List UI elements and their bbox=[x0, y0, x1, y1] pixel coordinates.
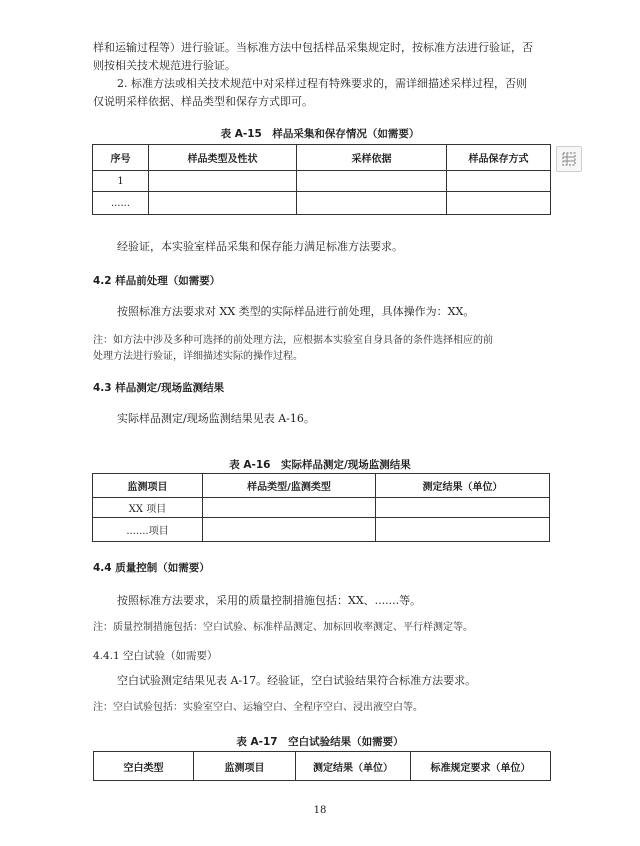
table-select-icon[interactable] bbox=[556, 146, 582, 172]
table-header-cell: 测定结果（单位） bbox=[376, 474, 550, 498]
note-line: 注：空白试验包括：实验室空白、运输空白、全程序空白、浸出液空白等。 bbox=[93, 702, 423, 713]
section-heading-4-4: 4.4 质量控制（如需要） bbox=[93, 562, 210, 574]
table-row bbox=[93, 192, 551, 215]
table-cell bbox=[203, 498, 376, 518]
table-header-cell: 采样依据 bbox=[297, 145, 447, 171]
paragraph-line: 实际样品测定/现场监测结果见表 A-16。 bbox=[117, 412, 315, 425]
note-line: 处理方法进行验证，详细描述实际的操作过程。 bbox=[93, 351, 303, 362]
paragraph-line: 按照标准方法要求，采用的质量控制措施包括：XX、.......等。 bbox=[117, 594, 422, 607]
table-cell bbox=[376, 518, 550, 542]
table-row bbox=[93, 518, 550, 542]
table-cell bbox=[447, 192, 551, 215]
paragraph-line: 经验证，本实验室样品采集和保存能力满足标准方法要求。 bbox=[117, 240, 403, 253]
table-cell: .......项目 bbox=[93, 518, 203, 542]
paragraph-line: 仅说明采样依据、样品类型和保存方式即可。 bbox=[93, 95, 313, 108]
table-a15 bbox=[92, 144, 551, 215]
table-caption-a16: 表 A-16 实际样品测定/现场监测结果 bbox=[229, 459, 411, 471]
table-header-cell: 监测项目 bbox=[93, 474, 203, 498]
table-header-cell: 序号 bbox=[93, 145, 149, 171]
table-header-cell: 测定结果（单位） bbox=[296, 752, 411, 781]
table-cell: 1 bbox=[93, 171, 149, 192]
note-line: 注：质量控制措施包括：空白试验、标准样品测定、加标回收率测定、平行样测定等。 bbox=[93, 622, 473, 633]
table-cell: ...... bbox=[93, 192, 149, 215]
table-header-cell: 标准规定要求（单位） bbox=[411, 752, 551, 781]
table-cell bbox=[297, 192, 447, 215]
paragraph-line: 样和运输过程等）进行验证。当标准方法中包括样品采集规定时，按标准方法进行验证，否 bbox=[93, 41, 533, 54]
paragraph-line: 则按相关技术规范进行验证。 bbox=[93, 59, 236, 72]
table-header-cell: 监测项目 bbox=[194, 752, 296, 781]
note-line: 注：如方法中涉及多种可选择的前处理方法，应根据本实验室自身具备的条件选择相应的前 bbox=[93, 335, 493, 346]
table-header-cell: 样品类型及性状 bbox=[149, 145, 297, 171]
table-header-cell: 样品类型/监测类型 bbox=[203, 474, 376, 498]
table-caption-a15: 表 A-15 样品采集和保存情况（如需要） bbox=[220, 128, 420, 140]
table-cell bbox=[297, 171, 447, 192]
table-cell bbox=[376, 498, 550, 518]
table-row bbox=[93, 498, 550, 518]
table-a17 bbox=[93, 751, 551, 781]
table-cell bbox=[447, 171, 551, 192]
table-cell bbox=[149, 192, 297, 215]
section-heading-4-4-1: 4.4.1 空白试验（如需要） bbox=[93, 650, 218, 662]
table-header-cell: 样品保存方式 bbox=[447, 145, 551, 171]
paragraph-line: 按照标准方法要求对 XX 类型的实际样品进行前处理，具体操作为：XX。 bbox=[117, 305, 475, 318]
section-heading-4-2: 4.2 样品前处理（如需要） bbox=[93, 275, 221, 287]
table-a16 bbox=[92, 473, 550, 542]
table-cell: XX 项目 bbox=[93, 498, 203, 518]
table-caption-a17: 表 A-17 空白试验结果（如需要） bbox=[236, 736, 404, 748]
table-cell bbox=[203, 518, 376, 542]
paragraph-line: 空白试验测定结果见表 A-17。经验证，空白试验结果符合标准方法要求。 bbox=[117, 674, 477, 687]
table-row bbox=[93, 171, 551, 192]
section-heading-4-3: 4.3 样品测定/现场监测结果 bbox=[93, 382, 225, 394]
page-number: 18 bbox=[313, 805, 327, 816]
table-select-icon-glyph bbox=[562, 152, 576, 166]
table-header-cell: 空白类型 bbox=[94, 752, 194, 781]
paragraph-line: 2. 标准方法或相关技术规范中对采样过程有特殊要求的，需详细描述采样过程，否则 bbox=[117, 77, 527, 90]
table-cell bbox=[149, 171, 297, 192]
